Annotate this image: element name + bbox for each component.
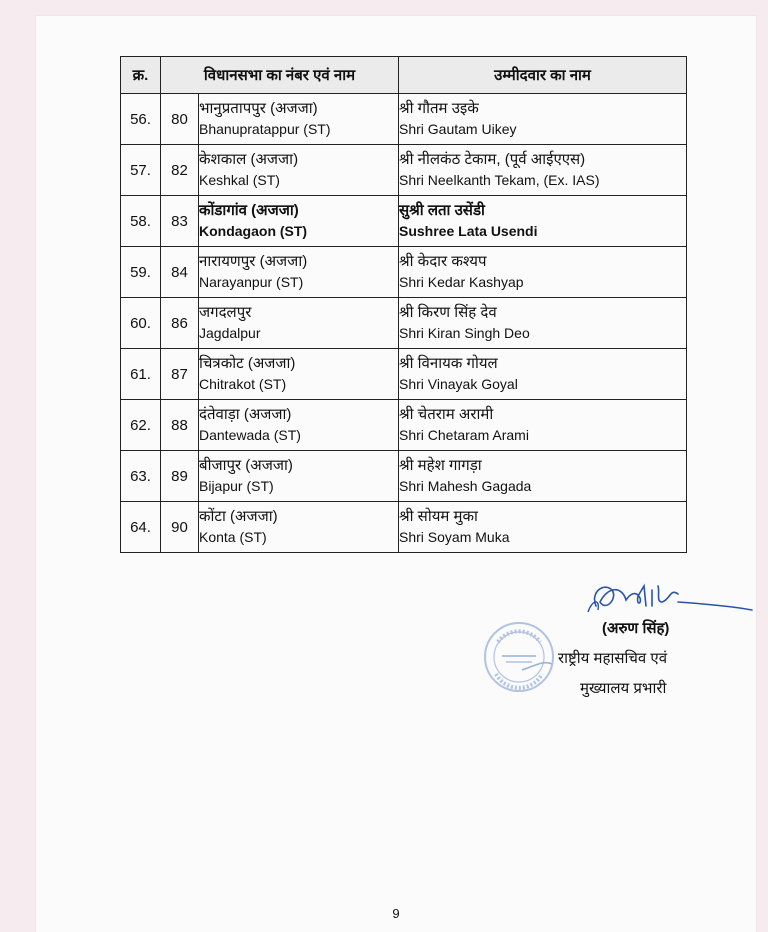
constituency-number: 80 bbox=[161, 94, 199, 145]
constituency-name-english: Bijapur (ST) bbox=[199, 478, 274, 494]
signatory-title-line2: मुख्यालय प्रभारी bbox=[580, 680, 667, 697]
candidate-name-english: Shri Vinayak Goyal bbox=[399, 376, 518, 392]
serial-number: 61. bbox=[121, 349, 161, 400]
table-row bbox=[121, 94, 687, 145]
constituency-name-english: Dantewada (ST) bbox=[199, 427, 301, 443]
constituency-name-hindi: कोंडागांव (अजजा) bbox=[199, 202, 299, 219]
constituency-number: 86 bbox=[161, 298, 199, 349]
constituency-number: 84 bbox=[161, 247, 199, 298]
constituency-name bbox=[199, 451, 399, 502]
constituency-name bbox=[199, 145, 399, 196]
candidate-name bbox=[399, 349, 687, 400]
constituency-name bbox=[199, 196, 399, 247]
signatory-title-line1: राष्ट्रीय महासचिव एवं bbox=[558, 650, 668, 667]
constituency-name bbox=[199, 349, 399, 400]
constituency-name-hindi: दंतेवाड़ा (अजजा) bbox=[199, 406, 292, 423]
table-row bbox=[121, 502, 687, 553]
candidate-name-english: Shri Chetaram Arami bbox=[399, 427, 529, 443]
constituency-name-hindi: बीजापुर (अजजा) bbox=[199, 457, 293, 474]
candidate-name-hindi: सुश्री लता उसेंडी bbox=[399, 202, 485, 219]
candidate-name-hindi: श्री सोयम मुका bbox=[399, 508, 478, 525]
constituency-name-english: Bhanupratappur (ST) bbox=[199, 121, 331, 137]
candidate-name bbox=[399, 196, 687, 247]
serial-number: 57. bbox=[121, 145, 161, 196]
candidate-name-english: Shri Soyam Muka bbox=[399, 529, 510, 545]
constituency-number: 90 bbox=[161, 502, 199, 553]
constituency-name-hindi: चित्रकोट (अजजा) bbox=[199, 355, 296, 372]
candidate-name bbox=[399, 298, 687, 349]
serial-number: 58. bbox=[121, 196, 161, 247]
constituency-name-english: Kondagaon (ST) bbox=[199, 223, 308, 239]
signature-icon bbox=[586, 572, 756, 624]
candidate-name bbox=[399, 145, 687, 196]
table-row bbox=[121, 247, 687, 298]
candidate-name bbox=[399, 94, 687, 145]
constituency-number: 83 bbox=[161, 196, 199, 247]
candidate-name-hindi: श्री किरण सिंह देव bbox=[399, 304, 497, 321]
candidate-name bbox=[399, 247, 687, 298]
page-number: 9 bbox=[392, 906, 400, 921]
constituency-name-english: Konta (ST) bbox=[199, 529, 267, 545]
candidate-name-english: Shri Kedar Kashyap bbox=[399, 274, 524, 290]
table-row bbox=[121, 451, 687, 502]
serial-number: 64. bbox=[121, 502, 161, 553]
constituency-name bbox=[199, 247, 399, 298]
candidate-name-english: Shri Gautam Uikey bbox=[399, 121, 517, 137]
candidate-name-hindi: श्री चेतराम अरामी bbox=[399, 406, 494, 423]
serial-number: 62. bbox=[121, 400, 161, 451]
table-row bbox=[121, 400, 687, 451]
candidate-name-english: Shri Neelkanth Tekam, (Ex. IAS) bbox=[399, 172, 600, 188]
table-row bbox=[121, 145, 687, 196]
constituency-name bbox=[199, 94, 399, 145]
signature-block bbox=[476, 572, 756, 722]
serial-number: 60. bbox=[121, 298, 161, 349]
constituency-name bbox=[199, 400, 399, 451]
constituency-name bbox=[199, 502, 399, 553]
table-header-row bbox=[121, 57, 687, 94]
table-row bbox=[121, 298, 687, 349]
candidate-name-hindi: श्री गौतम उइके bbox=[399, 100, 479, 117]
constituency-number: 82 bbox=[161, 145, 199, 196]
candidate-name-hindi: श्री केदार कश्यप bbox=[399, 253, 487, 270]
serial-number: 63. bbox=[121, 451, 161, 502]
table-row bbox=[121, 349, 687, 400]
serial-number: 56. bbox=[121, 94, 161, 145]
constituency-name-english: Narayanpur (ST) bbox=[199, 274, 304, 290]
constituency-number: 87 bbox=[161, 349, 199, 400]
candidate-name-english: Sushree Lata Usendi bbox=[399, 223, 538, 239]
header-constituency: विधानसभा का नंबर एवं नाम bbox=[161, 57, 399, 94]
serial-number: 59. bbox=[121, 247, 161, 298]
constituency-name-hindi: केशकाल (अजजा) bbox=[199, 151, 299, 168]
constituency-name-english: Chitrakot (ST) bbox=[199, 376, 287, 392]
constituency-name-english: Keshkal (ST) bbox=[199, 172, 280, 188]
document-page bbox=[36, 16, 756, 932]
candidate-name bbox=[399, 400, 687, 451]
header-candidate: उम्मीदवार का नाम bbox=[399, 57, 687, 94]
candidate-name bbox=[399, 451, 687, 502]
signatory-name: (अरुण सिंह) bbox=[602, 620, 670, 637]
candidate-name bbox=[399, 502, 687, 553]
candidate-name-english: Shri Mahesh Gagada bbox=[399, 478, 532, 494]
table-body bbox=[121, 94, 687, 553]
constituency-name-hindi: कोंटा (अजजा) bbox=[199, 508, 278, 525]
constituency-number: 88 bbox=[161, 400, 199, 451]
constituency-number: 89 bbox=[161, 451, 199, 502]
candidate-name-hindi: श्री महेश गागड़ा bbox=[399, 457, 482, 474]
candidate-name-english: Shri Kiran Singh Deo bbox=[399, 325, 530, 341]
candidate-name-hindi: श्री नीलकंठ टेकाम, (पूर्व आईएएस) bbox=[399, 151, 586, 168]
constituency-name-hindi: जगदलपुर bbox=[199, 304, 252, 321]
candidate-name-hindi: श्री विनायक गोयल bbox=[399, 355, 498, 372]
constituency-name bbox=[199, 298, 399, 349]
office-seal-icon bbox=[482, 620, 556, 694]
candidate-table bbox=[120, 56, 687, 553]
constituency-name-hindi: भानुप्रतापपुर (अजजा) bbox=[199, 100, 318, 117]
constituency-name-english: Jagdalpur bbox=[199, 325, 261, 341]
table-row bbox=[121, 196, 687, 247]
header-serial: क्र. bbox=[121, 57, 161, 94]
constituency-name-hindi: नारायणपुर (अजजा) bbox=[199, 253, 308, 270]
